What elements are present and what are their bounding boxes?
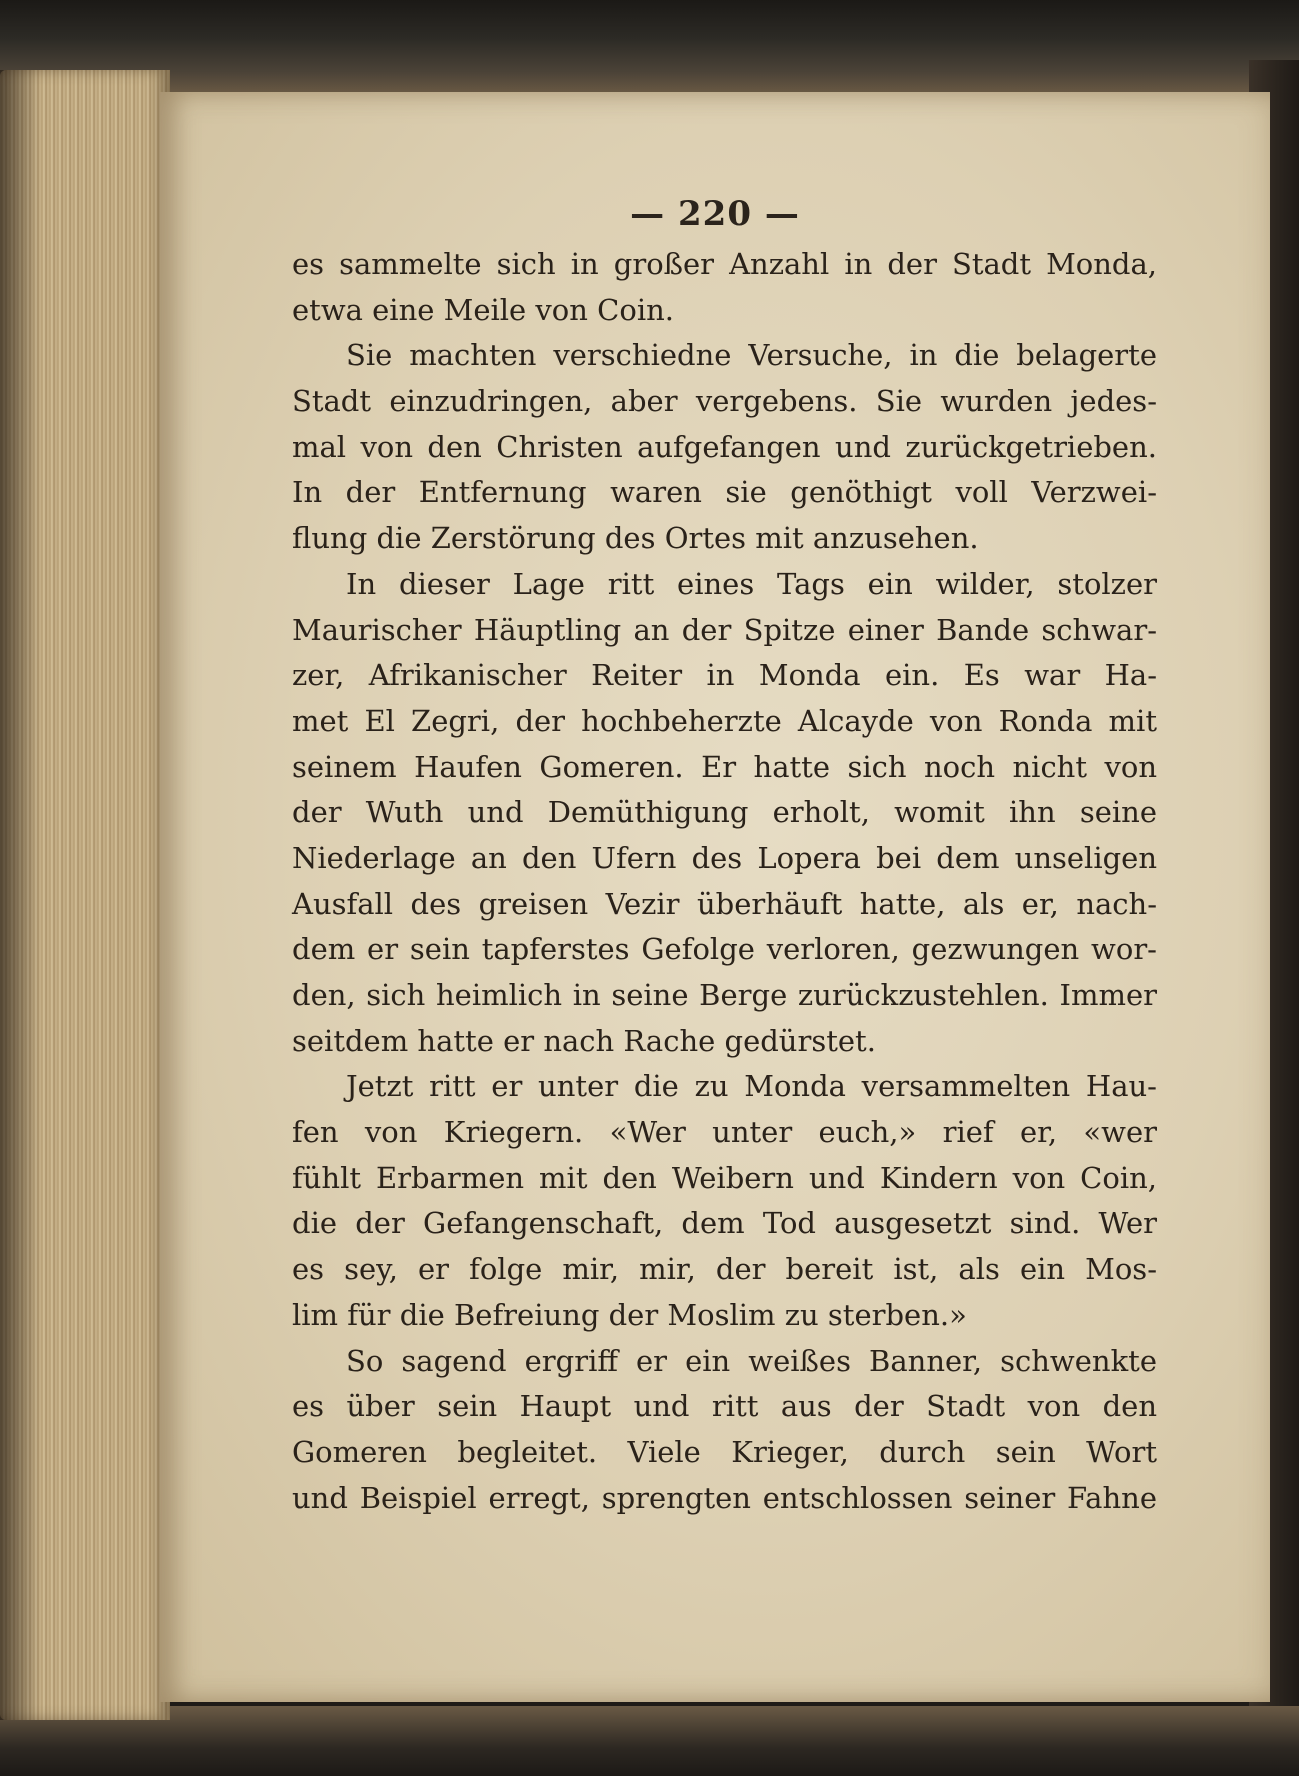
paragraph [292,333,1157,561]
text-line: es über sein Haupt und ritt aus der Stadt von den [292,1389,1157,1424]
paragraph [292,1064,1157,1338]
text-line: es sammelte sich in großer Anzahl in der Stadt Monda, [292,247,1157,281]
text-line: und Beispiel erregt, sprengten entschlossen seiner Fahne [292,1480,1157,1515]
page-number: — 220 — [630,194,800,234]
text-line: flung die Zerstörung des Ortes mit anzusehen. [292,521,979,556]
text-line: fühlt Erbarmen mit den Weibern und Kindern von Coin, [292,1160,1157,1195]
text-line: den, sich heimlich in seine Berge zurückzustehlen. Immer [292,978,1157,1012]
text-line: Ausfall des greisen Vezir überhäuft hatte, als er, nach- [292,886,1157,921]
text-line: Stadt einzudringen, aber vergebens. Sie wurden jedes- [292,384,1157,419]
text-line: seinem Haufen Gomeren. Er hatte sich noch nicht von [292,749,1157,784]
text-line: seitdem hatte er nach Rache gedürstet. [292,1023,876,1058]
paragraph [292,242,1157,333]
text-line: dem er sein tapferstes Gefolge verloren, gezwungen wor- [292,932,1157,967]
text-line: der Wuth und Demüthigung erholt, womit ihn seine [292,795,1157,830]
text-line: So sagend ergriff er ein weißes Banner, schwenkte [346,1343,1157,1378]
text-line: Jetzt ritt er unter die zu Monda versammelten Hau- [346,1069,1157,1104]
text-line: lim für die Befreiung der Moslim zu sterben.» [292,1297,967,1332]
text-line: Maurischer Häuptling an der Spitze einer Bande schwar- [292,612,1157,647]
text-line: In dieser Lage ritt eines Tags ein wilder, stolzer [346,566,1157,601]
text-line: zer, Afrikanischer Reiter in Monda ein. Es war Ha- [292,658,1157,693]
page-edges-shadow [0,70,40,1720]
paragraph [292,562,1157,1065]
paragraph [292,1339,1157,1522]
text-line: Niederlage an den Ufern des Lopera bei dem unseligen [292,840,1157,875]
body-text [292,242,1157,1521]
text-line: met El Zegri, der hochbeherzte Alcayde von Ronda mit [292,703,1157,738]
text-line: Sie machten verschiedne Versuche, in die belagerte [346,338,1157,373]
book-cover-top [0,0,1299,95]
text-line: In der Entfernung waren sie genöthigt voll Verzwei- [292,475,1157,510]
text-line: Gomeren begleitet. Viele Krieger, durch sein Wort [292,1434,1157,1469]
text-line: fen von Kriegern. «Wer unter euch,» rief er, «wer [292,1115,1157,1150]
printed-page [160,92,1270,1702]
text-line: die der Gefangenschaft, dem Tod ausgesetzt sind. Wer [292,1206,1157,1241]
book-cover-bottom [0,1706,1299,1776]
text-line: mal von den Christen aufgefangen und zurückgetrieben. [292,429,1157,464]
text-line: es sey, er folge mir, mir, der bereit ist, als ein Mos- [292,1252,1157,1287]
text-line: etwa eine Meile von Coin. [292,292,674,327]
